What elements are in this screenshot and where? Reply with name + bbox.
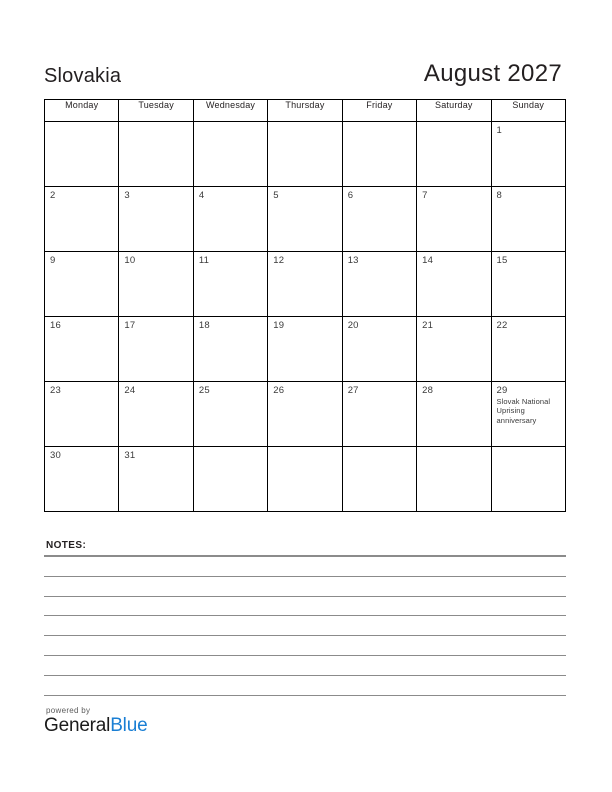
- calendar-day-cell[interactable]: [342, 382, 416, 447]
- calendar-day-cell[interactable]: [119, 382, 193, 447]
- day-cell-content: [268, 382, 341, 446]
- day-number: 22: [496, 320, 508, 331]
- day-number: 17: [124, 320, 136, 331]
- calendar-day-cell[interactable]: [193, 317, 267, 382]
- calendar-day-cell[interactable]: [119, 447, 193, 512]
- day-cell-content: [194, 317, 267, 381]
- calendar-day-cell[interactable]: [268, 447, 342, 512]
- page-header: [44, 46, 562, 86]
- day-cell-content: [492, 122, 565, 186]
- calendar-day-cell[interactable]: [268, 187, 342, 252]
- calendar-week-row: [45, 252, 566, 317]
- day-number: 5: [273, 190, 279, 201]
- day-number: 23: [50, 385, 61, 396]
- day-cell-content: [268, 447, 341, 511]
- day-number: 21: [422, 320, 434, 331]
- day-number: 18: [198, 320, 210, 331]
- day-cell-content: [268, 187, 341, 251]
- day-cell-content: [417, 382, 490, 446]
- day-cell-content: [343, 382, 416, 446]
- holiday-label: Slovak National Uprising anniversary: [496, 397, 551, 425]
- day-cell-content: [194, 252, 267, 316]
- calendar-week-row: [45, 382, 566, 447]
- month-year-title: August 2027: [423, 60, 562, 87]
- notes-line[interactable]: [44, 597, 566, 617]
- calendar-grid: [44, 99, 566, 512]
- day-cell-content: [417, 317, 490, 381]
- weekday-header-friday: Friday: [342, 100, 416, 122]
- calendar-week-row: [45, 317, 566, 382]
- day-number: 13: [347, 255, 359, 266]
- day-cell-content: [119, 187, 192, 251]
- calendar-day-cell[interactable]: [417, 252, 491, 317]
- day-cell-content: [119, 252, 192, 316]
- notes-lines: [44, 555, 566, 696]
- day-number: 25: [198, 385, 210, 396]
- weekday-header-saturday: Saturday: [417, 100, 491, 122]
- calendar-day-cell[interactable]: [342, 447, 416, 512]
- day-number: 28: [422, 385, 434, 396]
- notes-line[interactable]: [44, 656, 566, 676]
- day-number: 27: [347, 385, 359, 396]
- day-number: 3: [124, 190, 130, 201]
- day-number: 10: [124, 255, 136, 266]
- day-cell-content: [119, 122, 192, 186]
- calendar-day-cell[interactable]: [491, 317, 565, 382]
- day-number: 29: [496, 385, 508, 396]
- calendar-day-cell[interactable]: [342, 252, 416, 317]
- day-number: 24: [124, 385, 136, 396]
- calendar-day-cell[interactable]: [119, 252, 193, 317]
- calendar-week-row: [45, 187, 566, 252]
- day-cell-content: [268, 122, 341, 186]
- notes-line[interactable]: [44, 636, 566, 656]
- country-title: Slovakia: [44, 65, 122, 87]
- day-cell-content: [119, 447, 192, 511]
- day-number: 16: [50, 320, 61, 331]
- day-cell-content: [194, 447, 267, 511]
- day-cell-content: [45, 122, 118, 186]
- day-cell-content: [417, 252, 490, 316]
- day-cell-content: [343, 447, 416, 511]
- calendar-day-cell[interactable]: [119, 187, 193, 252]
- notes-line[interactable]: [44, 616, 566, 636]
- day-cell-content: [119, 382, 192, 446]
- calendar-day-cell[interactable]: [417, 187, 491, 252]
- day-number: 2: [50, 190, 56, 201]
- notes-line[interactable]: [44, 557, 566, 577]
- weekday-header-sunday: Sunday: [491, 100, 565, 122]
- day-cell-content: [343, 122, 416, 186]
- day-cell-content: [45, 382, 118, 446]
- day-cell-content: [417, 187, 490, 251]
- calendar-day-cell[interactable]: [119, 122, 193, 187]
- notes-label: NOTES:: [46, 540, 87, 551]
- day-cell-content: [45, 252, 118, 316]
- brand-name-second: Blue: [110, 715, 148, 736]
- day-cell-content: [343, 252, 416, 316]
- day-number: 20: [347, 320, 359, 331]
- weekday-header-wednesday: Wednesday: [193, 100, 267, 122]
- day-cell-content: [492, 382, 565, 446]
- calendar-day-cell[interactable]: [45, 317, 119, 382]
- day-number: 6: [347, 190, 354, 201]
- calendar-day-cell[interactable]: [417, 382, 491, 447]
- calendar-day-cell[interactable]: [193, 447, 267, 512]
- calendar-day-cell[interactable]: [193, 252, 267, 317]
- powered-by-label: powered by: [46, 706, 91, 715]
- day-number: 12: [273, 255, 285, 266]
- calendar-day-cell[interactable]: [268, 252, 342, 317]
- brand-name-first: General: [44, 715, 111, 736]
- footer-branding: [44, 706, 344, 736]
- calendar-day-cell[interactable]: [45, 187, 119, 252]
- calendar-week-row: [45, 122, 566, 187]
- day-number: 15: [496, 255, 508, 266]
- day-cell-content: [268, 252, 341, 316]
- calendar-day-cell[interactable]: [417, 122, 491, 187]
- day-number: 8: [496, 190, 503, 201]
- calendar-body: [45, 122, 566, 512]
- day-cell-content: [417, 122, 490, 186]
- day-cell-content: [45, 447, 118, 511]
- calendar-day-cell[interactable]: [491, 122, 565, 187]
- weekday-header-monday: Monday: [45, 100, 119, 122]
- calendar-day-cell[interactable]: [268, 317, 342, 382]
- day-cell-content: [492, 187, 565, 251]
- calendar-day-cell[interactable]: [491, 187, 565, 252]
- calendar-day-cell[interactable]: [491, 382, 565, 447]
- day-cell-content: [268, 317, 341, 381]
- day-number: 7: [422, 190, 428, 201]
- calendar-day-cell[interactable]: [193, 187, 267, 252]
- calendar-day-cell[interactable]: [342, 317, 416, 382]
- weekday-header-row: [45, 100, 566, 122]
- calendar-day-cell[interactable]: [268, 122, 342, 187]
- calendar-day-cell[interactable]: [491, 447, 565, 512]
- day-number: 19: [273, 320, 285, 331]
- calendar-day-cell[interactable]: [45, 252, 119, 317]
- calendar-day-cell[interactable]: [119, 317, 193, 382]
- day-cell-content: [343, 187, 416, 251]
- notes-section: [44, 540, 566, 696]
- generalblue-logo[interactable]: [44, 716, 344, 736]
- day-cell-content: [343, 317, 416, 381]
- day-number: 26: [273, 385, 285, 396]
- calendar-day-cell[interactable]: [45, 122, 119, 187]
- day-cell-content: [417, 447, 490, 511]
- day-cell-content: [194, 187, 267, 251]
- calendar-week-row: [45, 447, 566, 512]
- notes-line[interactable]: [44, 676, 566, 696]
- day-cell-content: [492, 317, 565, 381]
- day-number: 30: [50, 450, 61, 461]
- calendar-day-cell[interactable]: [45, 382, 119, 447]
- calendar-day-cell[interactable]: [342, 122, 416, 187]
- calendar-day-cell[interactable]: [193, 122, 267, 187]
- calendar-day-cell[interactable]: [417, 447, 491, 512]
- day-cell-content: [45, 187, 118, 251]
- day-number: 14: [422, 255, 434, 266]
- calendar-day-cell[interactable]: [45, 447, 119, 512]
- day-cell-content: [45, 317, 118, 381]
- day-cell-content: [492, 447, 565, 511]
- weekday-header-thursday: Thursday: [268, 100, 342, 122]
- day-number: 1: [496, 125, 503, 136]
- day-cell-content: [194, 122, 267, 186]
- day-number: 11: [198, 255, 210, 266]
- calendar-day-cell[interactable]: [491, 252, 565, 317]
- weekday-header-tuesday: Tuesday: [119, 100, 193, 122]
- calendar-day-cell[interactable]: [417, 317, 491, 382]
- notes-line[interactable]: [44, 577, 566, 597]
- calendar-day-cell[interactable]: [342, 187, 416, 252]
- day-cell-content: [194, 382, 267, 446]
- calendar-day-cell[interactable]: [268, 382, 342, 447]
- calendar-day-cell[interactable]: [193, 382, 267, 447]
- day-number: 4: [198, 190, 205, 201]
- day-number: 31: [124, 450, 136, 461]
- day-cell-content: [119, 317, 192, 381]
- day-number: 9: [50, 255, 56, 266]
- day-cell-content: [492, 252, 565, 316]
